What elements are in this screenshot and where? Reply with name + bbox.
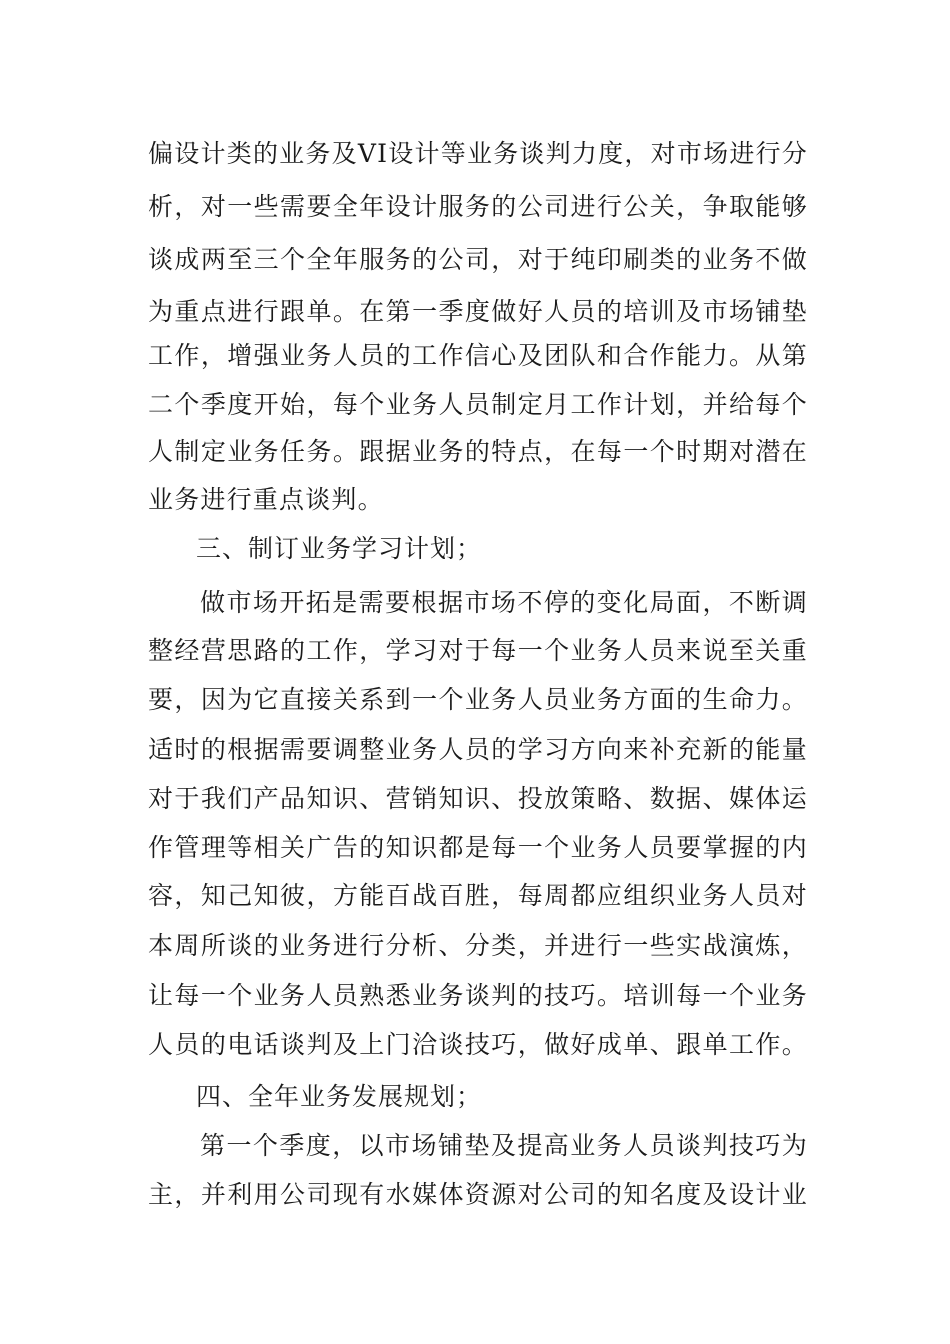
body-text-line: 做市场开拓是需要根据市场不停的变化局面，不断调	[200, 588, 808, 617]
body-text-line: 工作，增强业务人员的工作信心及团队和合作能力。从第	[148, 341, 808, 370]
body-text-line: 让每一个业务人员熟悉业务谈判的技巧。培训每一个业务	[148, 981, 808, 1010]
body-text-line: 谈成两至三个全年服务的公司，对于纯印刷类的业务不做	[148, 245, 808, 274]
body-text-line: 作管理等相关广告的知识都是每一个业务人员要掌握的内	[148, 833, 808, 862]
body-text-line: 适时的根据需要调整业务人员的学习方向来补充新的能量	[148, 735, 808, 764]
body-text-line: 容，知己知彼，方能百战百胜，每周都应组织业务人员对	[148, 881, 808, 910]
body-text-line: 为重点进行跟单。在第一季度做好人员的培训及市场铺垫	[148, 297, 808, 326]
body-text-line: 第一个季度，以市场铺垫及提高业务人员谈判技巧为	[200, 1131, 808, 1160]
body-text-line: 偏设计类的业务及VI设计等业务谈判力度，对市场进行分	[148, 139, 808, 168]
body-text-line: 主，并利用公司现有水媒体资源对公司的知名度及设计业	[148, 1180, 808, 1209]
body-text-line: 人员的电话谈判及上门洽谈技巧，做好成单、跟单工作。	[148, 1030, 808, 1059]
body-text-line: 二个季度开始，每个业务人员制定月工作计划，并给每个	[148, 390, 808, 419]
body-text-line: 要，因为它直接关系到一个业务人员业务方面的生命力。	[148, 685, 808, 714]
body-text-line: 整经营思路的工作，学习对于每一个业务人员来说至关重	[148, 636, 808, 665]
body-text-line: 本周所谈的业务进行分析、分类，并进行一些实战演炼，	[148, 931, 808, 960]
body-text-line: 人制定业务任务。跟据业务的特点，在每一个时期对潜在	[148, 437, 808, 466]
body-text-line: 析，对一些需要全年设计服务的公司进行公关，争取能够	[148, 192, 808, 221]
section-heading: 三、制订业务学习计划；	[196, 534, 483, 563]
section-heading: 四、全年业务发展规划；	[196, 1082, 483, 1111]
body-text-line: 对于我们产品知识、营销知识、投放策略、数据、媒体运	[148, 784, 808, 813]
body-text-line: 业务进行重点谈判。	[148, 485, 384, 514]
